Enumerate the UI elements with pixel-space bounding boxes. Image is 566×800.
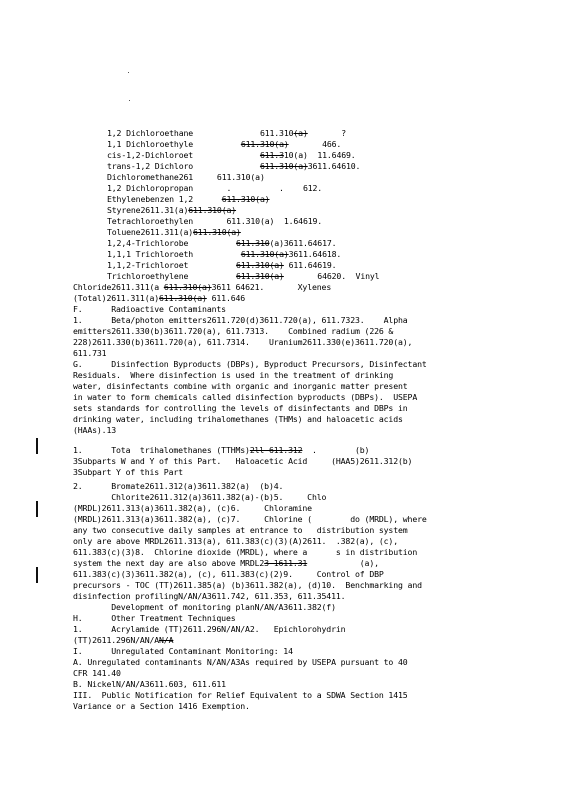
document-line (107, 128, 346, 138)
document-line (73, 445, 369, 455)
line-text: only are above MRDL2611.313(a), 611.383(c)(3)(A)2611. .382(a), (c), (73, 536, 398, 546)
struck-text: N/A (159, 635, 174, 645)
line-text: 1,1,2-Trichloroet (107, 260, 189, 270)
line-text: 1,1,1 Trichloroeth (107, 249, 194, 259)
document-line (73, 381, 408, 391)
line-text: any two consecutive daily samples at entrance to distribution system (73, 525, 408, 535)
line-text: 3611.64610. (307, 161, 361, 171)
document-line (107, 238, 336, 248)
struck-text: 611.310(a) (163, 282, 212, 292)
line-text: in water to form chemicals called disinfection byproducts (DBPs). USEPA (73, 392, 418, 402)
line-text: Styrene2611.31(a) (107, 205, 189, 215)
struck-text: 611.310 (236, 238, 270, 248)
document-line (73, 425, 116, 435)
document-line (73, 337, 412, 347)
line-text: 611.310 (193, 128, 294, 138)
line-text: ? (307, 128, 346, 138)
line-text (193, 139, 241, 149)
document-line (73, 701, 250, 711)
line-text: A. Unregulated contaminants N/AN/A3As required by USEPA pursuant to 40 (73, 657, 408, 667)
line-text: I. Unregulated Contaminant Monitoring: 14 (73, 646, 293, 656)
line-text: 611.731 (73, 348, 107, 358)
document-line (73, 456, 412, 466)
struck-text: 611.3 (259, 150, 284, 160)
line-text: (TT)2611.296N/AN/A (73, 635, 160, 645)
document-line (73, 315, 408, 325)
document-line (73, 467, 183, 477)
line-text: 1. Beta/photon emitters2611.720(d)3611.720(a), 611.7323. Alpha (73, 315, 408, 325)
document-line (107, 205, 236, 215)
document-line (73, 624, 345, 634)
document-line (107, 161, 360, 171)
revision-bar (36, 438, 38, 454)
line-text: Trichloroethylene (107, 271, 189, 281)
line-text: 611.646 (206, 293, 246, 303)
line-text: 1. Tota trihalomethanes (TTHMs) (73, 445, 250, 455)
line-text: 1,1 Dichloroethyle (107, 139, 194, 149)
line-text: (a)3611.64617. (269, 238, 337, 248)
scan-speck (128, 72, 129, 73)
line-text: 611.383(c)(3)8. Chlorine dioxide (MRDL), where a s in distribution (73, 547, 418, 557)
line-text: III. Public Notification for Relief Equivalent to a SDWA Section 1415 (73, 690, 408, 700)
line-text: F. Radioactive Contaminants (73, 304, 226, 314)
line-text: . . 612. (193, 183, 323, 193)
line-text: (MRDL)2611.313(a)3611.382(a), (c)6. Chloramine (73, 503, 312, 513)
document-line (73, 547, 417, 557)
struck-text: 611.310(a) (259, 161, 308, 171)
line-text: H. Other Treatment Techniques (73, 613, 236, 623)
line-text: 3Subpart Y of this Part (73, 467, 183, 477)
line-text: 1,2 Dichloroethane (107, 128, 194, 138)
document-line (107, 150, 356, 160)
document-line (73, 392, 417, 402)
line-text: (Total)2611.311(a) (73, 293, 160, 303)
document-line (73, 492, 326, 502)
line-text: Dichloromethane261 (107, 172, 194, 182)
document-line (73, 282, 331, 292)
document-line (73, 569, 384, 579)
document-line (73, 690, 408, 700)
line-text: Chloride2611.311(a (73, 282, 164, 292)
struck-text: 611.310(a) (236, 271, 284, 281)
document-line (73, 514, 427, 524)
document-line (73, 481, 283, 491)
line-text: 611.383(c)(3)3611.382(a), (c), 611.383(c)(2)9. Control of DBP (73, 569, 384, 579)
document-line (107, 271, 379, 281)
line-text: 1,2 Dichloropropan (107, 183, 194, 193)
document-line (73, 403, 408, 413)
line-text: emitters2611.330(b)3611.720(a), 611.7313. Combined radium (226 & (73, 326, 394, 336)
document-line (73, 646, 293, 656)
scan-speck (129, 100, 130, 101)
line-text: Tetrachloroethylen (107, 216, 194, 226)
struck-text: 611.310(a) (221, 194, 270, 204)
line-text (188, 238, 236, 248)
document-line (73, 591, 345, 601)
line-text: 11.6469. (307, 150, 356, 160)
document-line (73, 293, 245, 303)
document-line (73, 414, 403, 424)
line-text: trans-1,2 Dichloro (107, 161, 194, 171)
line-text (193, 150, 260, 160)
line-text: cis-1,2-Dichloroet (107, 150, 194, 160)
document-line (107, 139, 341, 149)
struck-text: 2ll 611.312 (249, 445, 303, 455)
revision-bar (36, 567, 38, 583)
document-line (73, 657, 408, 667)
document-line (73, 525, 408, 535)
line-text (188, 271, 236, 281)
document-line (73, 668, 121, 678)
struck-text: 611.310(a) (240, 249, 289, 259)
document-line (107, 249, 341, 259)
line-text: 611.310(a) (193, 172, 265, 182)
document-line (73, 613, 236, 623)
line-text: CFR 141.40 (73, 668, 121, 678)
struck-text: 611.310(a) (188, 205, 237, 215)
document-line (107, 260, 336, 270)
line-text: B. NickelN/AN/A3611.603, 611.611 (73, 679, 226, 689)
document-line (73, 326, 393, 336)
line-text: Variance or a Section 1416 Exemption. (73, 701, 250, 711)
line-text: 228)2611.330(b)3611.720(a), 611.7314. Uranium2611.330(e)3611.720(a), (73, 337, 413, 347)
line-text: Toluene2611.311(a) (107, 227, 194, 237)
document-line (107, 172, 265, 182)
document-line (73, 536, 398, 546)
line-text: (a), (307, 558, 379, 568)
line-text: 3611 64621. Xylenes (211, 282, 332, 292)
line-text: water, disinfectants combine with organic and inorganic matter present (73, 381, 408, 391)
line-text: 3611.64618. (288, 249, 342, 259)
document-line (107, 194, 270, 204)
line-text (193, 194, 222, 204)
line-text: 1. Acrylamide (TT)2611.296N/AN/A2. Epichlorohydrin (73, 624, 346, 634)
document-line (107, 227, 241, 237)
document-line (107, 216, 322, 226)
line-text: Residuals. Where disinfection is used in the treatment of drinking (73, 370, 394, 380)
line-text: (HAAs).13 (73, 425, 117, 435)
struck-text: 611.310(a) (159, 293, 207, 303)
line-text: 64620. Vinyl (283, 271, 380, 281)
document-line (73, 679, 226, 689)
line-text: (MRDL)2611.313(a)3611.382(a), (c)7. Chlorine ( do (MRDL), where (73, 514, 427, 524)
line-text: . (b) (302, 445, 370, 455)
line-text: drinking water, including trihalomethanes (THMs) and haloacetic acids (73, 414, 403, 424)
line-text: 611.310(a) (193, 216, 275, 226)
line-text: 611.64619. (283, 260, 337, 270)
line-text: 3Subparts W and Y of this Part. Haloacetic Acid (HAA5)2611.312(b) (73, 456, 413, 466)
line-text: 10(a) (283, 150, 308, 160)
line-text (193, 249, 241, 259)
document-line (73, 348, 106, 358)
struck-text: 611.310(a) (236, 260, 284, 270)
line-text: 466. (288, 139, 342, 149)
struck-text: 611.310(a) (193, 227, 241, 237)
document-line (73, 370, 393, 380)
line-text: Chlorite2611.312(a)3611.382(a)-(b)5. Chlo (73, 492, 327, 502)
line-text: sets standards for controlling the levels of disinfectants and DBPs in (73, 403, 408, 413)
line-text: 1.64619. (274, 216, 323, 226)
document-line (73, 580, 422, 590)
line-text: disinfection profilingN/AN/A3611.742, 611.353, 611.35411. (73, 591, 346, 601)
document-line (73, 558, 379, 568)
line-text (188, 260, 236, 270)
line-text: Development of monitoring planN/AN/A3611.382(f) (73, 602, 336, 612)
line-text: system the next day are also above MRDL2 (73, 558, 265, 568)
document-line (73, 359, 427, 369)
line-text (193, 161, 260, 171)
revision-bar (36, 501, 38, 517)
struck-text: (a) (293, 128, 308, 138)
struck-text: 611.310(a) (240, 139, 289, 149)
document-line (73, 503, 312, 513)
document-line (73, 602, 336, 612)
line-text: G. Disinfection Byproducts (DBPs), Byproduct Precursors, Disinfectant (73, 359, 427, 369)
line-text: precursors - TOC (TT)2611.385(a) (b)3611.382(a), (d)10. Benchmarking and (73, 580, 422, 590)
line-text: Ethylenebenzen 1,2 (107, 194, 194, 204)
line-text: 2. Bromate2611.312(a)3611.382(a) (b)4. (73, 481, 284, 491)
document-line (73, 635, 173, 645)
struck-text: 3 1611.31 (264, 558, 308, 568)
line-text: 1,2,4-Trichlorobe (107, 238, 189, 248)
document-line (73, 304, 226, 314)
document-line (107, 183, 322, 193)
